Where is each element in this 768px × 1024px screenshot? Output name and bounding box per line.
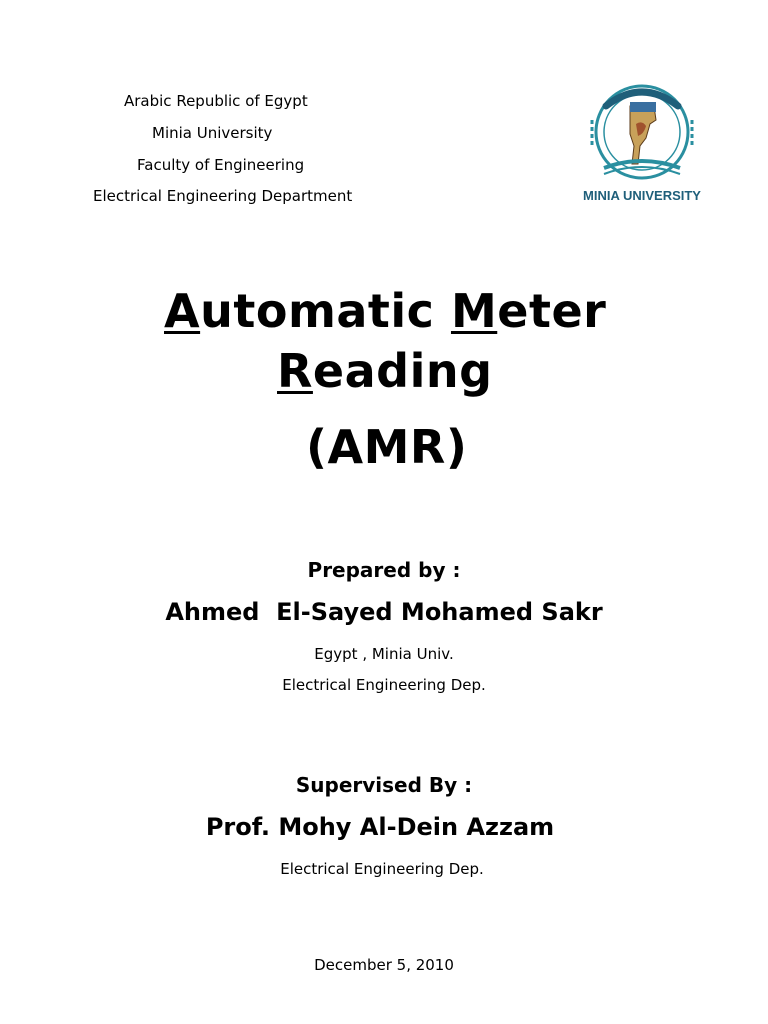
author-affiliation-1: Egypt , Minia Univ. <box>314 645 454 663</box>
title-initial-m: M <box>450 284 498 338</box>
author-affiliation-2: Electrical Engineering Dep. <box>282 676 486 694</box>
title-initial-r: R <box>277 344 313 398</box>
title-line-2 <box>277 344 493 398</box>
title-abbreviation: (AMR) <box>306 420 468 474</box>
author-name: Ahmed El-Sayed Mohamed Sakr <box>165 598 603 626</box>
header-department: Electrical Engineering Department <box>93 187 353 205</box>
title-line-1 <box>164 284 606 338</box>
prepared-by-label: Prepared by : <box>307 558 461 582</box>
logo-text: MINIA UNIVERSITY <box>583 188 701 203</box>
title-word-reading-rest: eading <box>312 344 493 398</box>
header-university: Minia University <box>152 124 273 142</box>
supervisor-affiliation: Electrical Engineering Dep. <box>280 860 484 878</box>
title-word-meter-rest: eter <box>497 284 607 338</box>
minia-university-logo <box>580 76 704 206</box>
supervisor-name: Prof. Mohy Al-Dein Azzam <box>205 813 555 841</box>
date: December 5, 2010 <box>314 956 454 974</box>
header-faculty: Faculty of Engineering <box>137 156 305 174</box>
title-word-automatic-rest: utomatic <box>200 284 451 338</box>
supervised-by-label: Supervised By : <box>295 773 473 797</box>
title-initial-a: A <box>164 284 201 338</box>
header-country: Arabic Republic of Egypt <box>124 92 308 110</box>
logo-emblem <box>580 76 704 206</box>
